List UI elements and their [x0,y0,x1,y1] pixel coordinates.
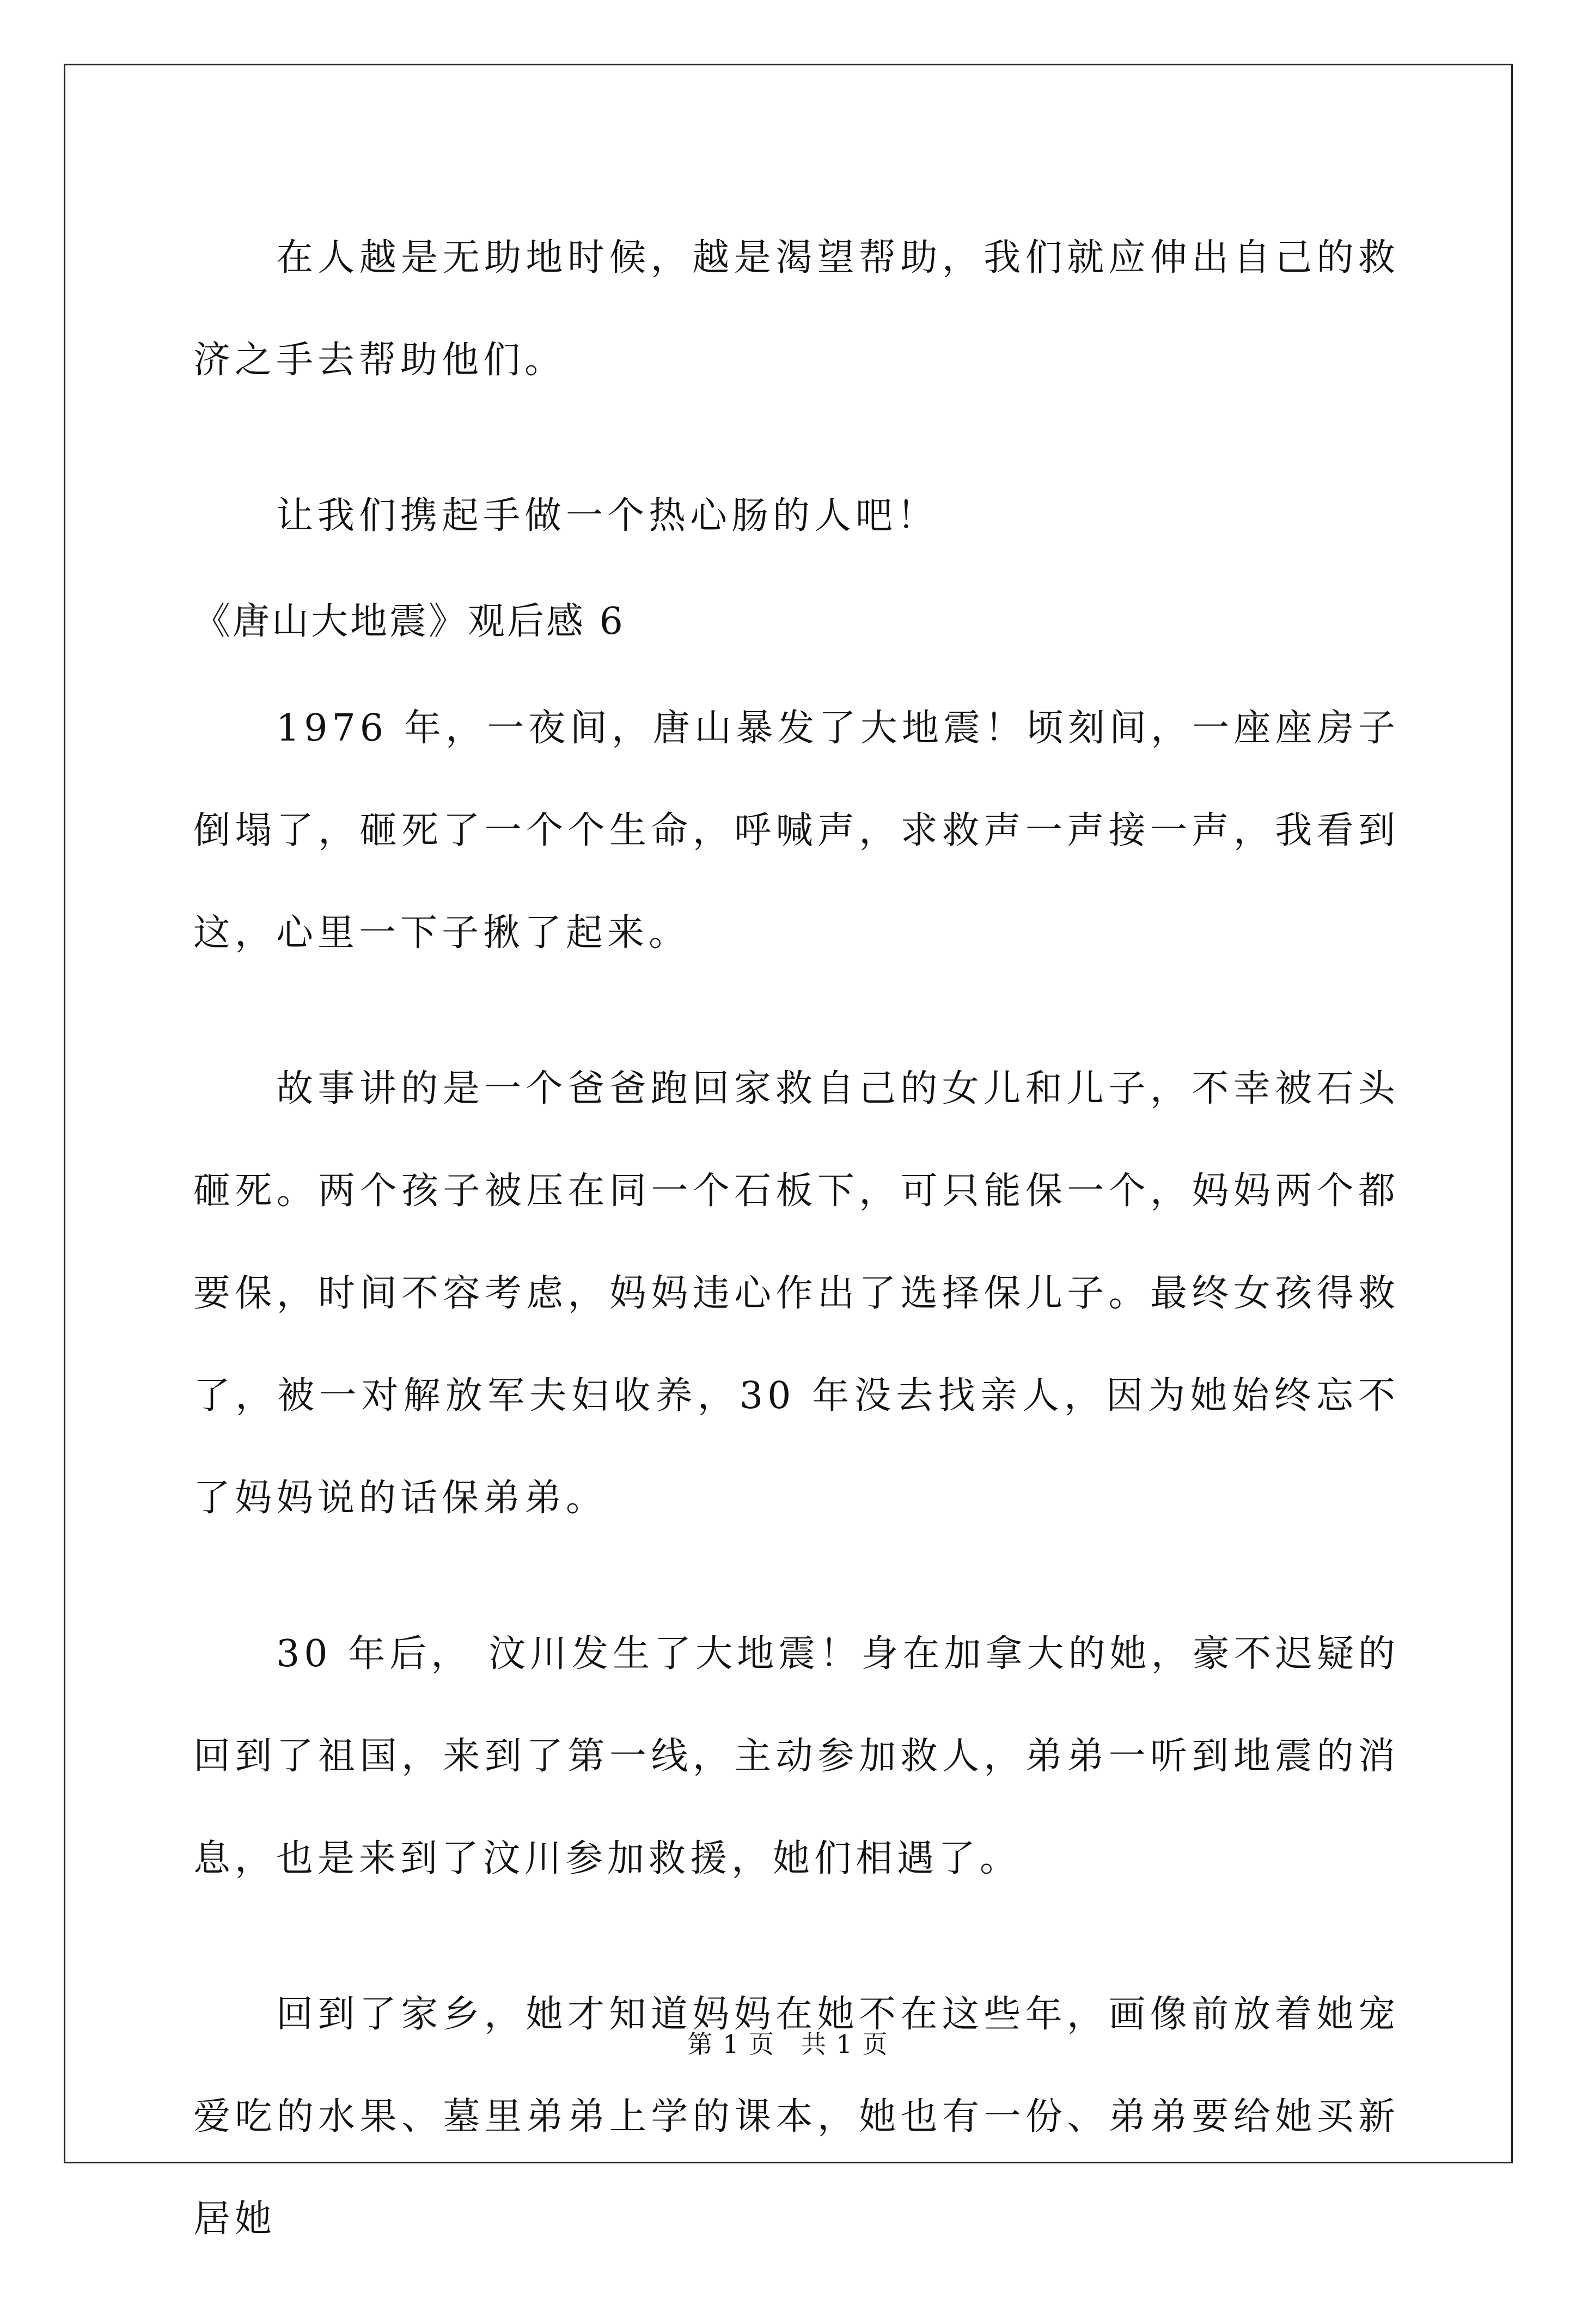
paragraph: 让我们携起手做一个热心肠的人吧！ [276,494,939,537]
page-footer: 第 1 页 共 1 页 [687,2029,889,2059]
paragraph: 回到了家乡，她才知道妈妈在她不在这些年，画像前放着她宠爱吃的水果、墓里弟弟上学的课本，她也有一份、弟弟要给她买新居她 [193,1993,1400,2241]
document-body [193,207,1400,2324]
paragraph: 30 年后， 汶川发生了大地震！身在加拿大的她，豪不迟疑的回到了祖国，来到了第一线，主动参加救人，弟弟一听到地震的消息，也是来到了汶川参加救援，她们相遇了。 [193,1632,1400,1880]
paragraph: 1976 年，一夜间，唐山暴发了大地震！顷刻间，一座座房子倒塌了，砸死了一个个生命，呼喊声，求救声一声接一声，我看到这，心里一下子揪了起来。 [193,707,1400,955]
paragraph: 在人越是无助地时候，越是渴望帮助，我们就应伸出自己的救济之手去帮助他们。 [193,236,1400,382]
section-title: 《唐山大地震》观后感 6 [193,600,625,643]
paragraph: 故事讲的是一个爸爸跑回家救自己的女儿和儿子，不幸被石头砸死。两个孩子被压在同一个石板下，可只能保一个，妈妈两个都要保，时间不容考虑，妈妈违心作出了选择保儿子。最终女孩得救了，被一对解放军夫妇收养，30 年没去找亲人，因为她始终忘不了妈妈说的话保弟弟。 [193,1067,1400,1520]
